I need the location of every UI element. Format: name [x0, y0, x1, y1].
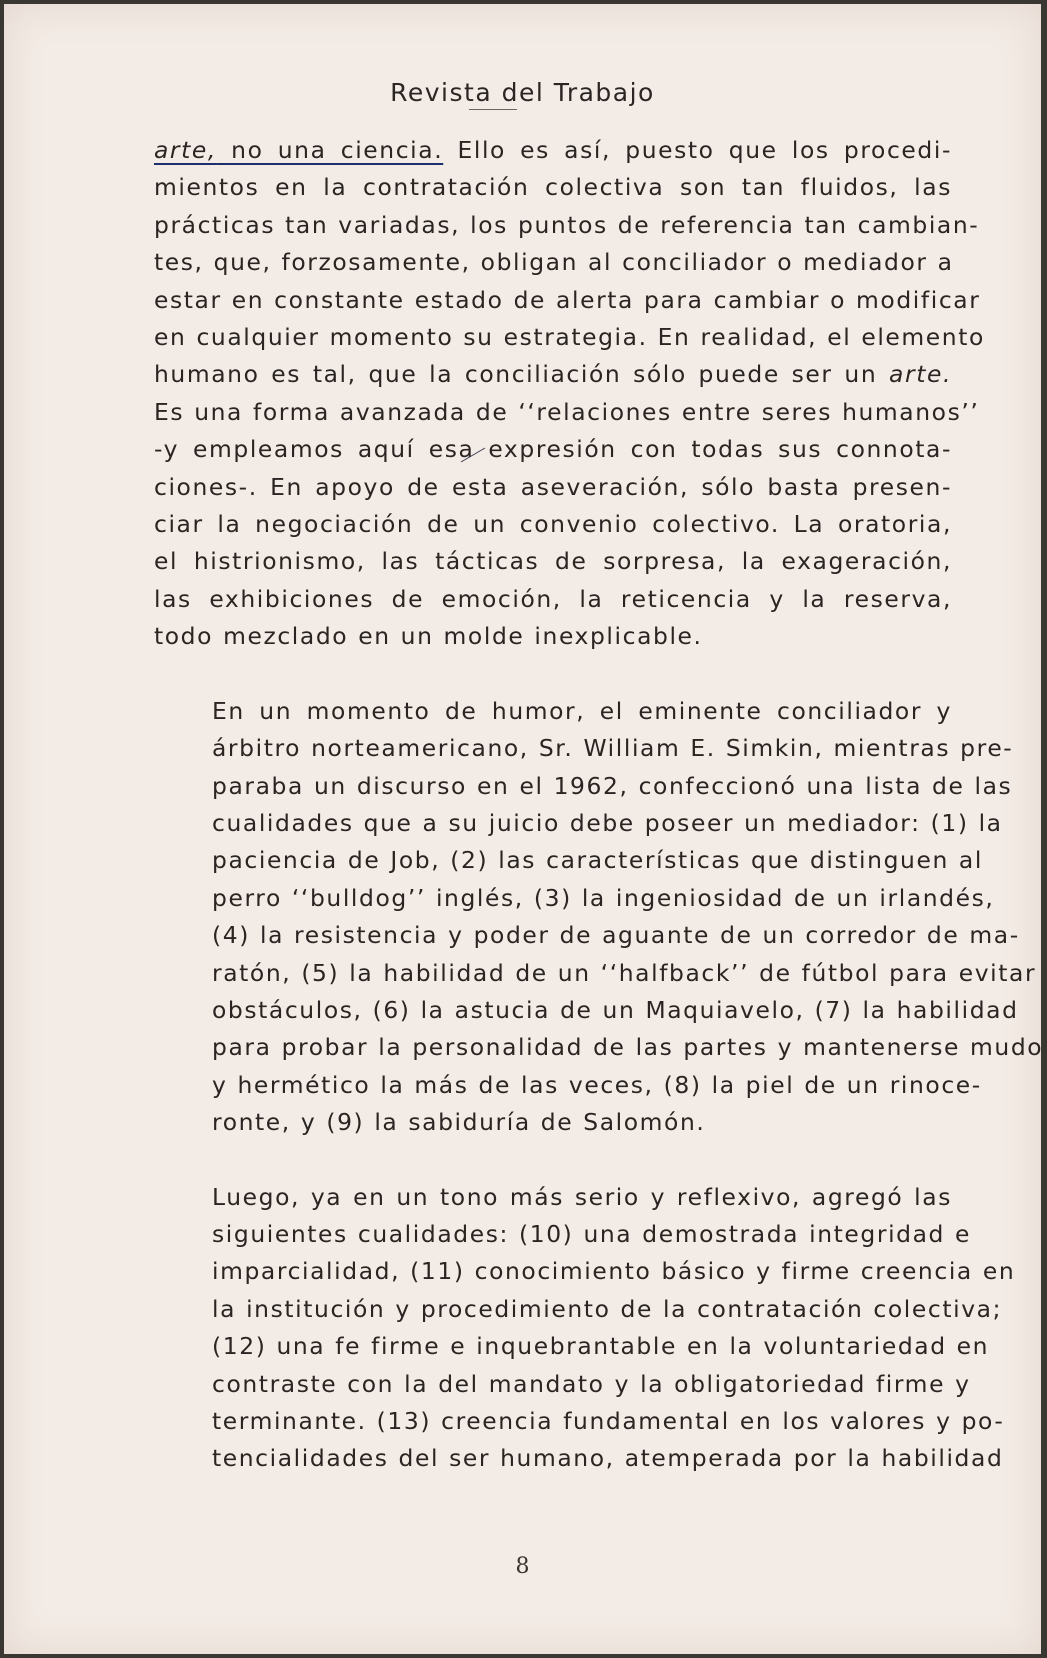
- line-text: ratón, (5) la habilidad de un ‘‘halfback’’ de fútbol para evitar: [212, 958, 1037, 987]
- text-line: [154, 955, 1037, 992]
- document-page: [4, 4, 1044, 1654]
- text-line: [154, 356, 952, 393]
- paragraph: [154, 1179, 1016, 1478]
- text-line: [154, 282, 981, 319]
- text-line: [154, 207, 980, 244]
- text-line: [154, 1067, 982, 1104]
- line-text: las exhibiciones de emoción, la reticencia y la reserva,: [154, 584, 952, 613]
- text-line: [154, 693, 952, 730]
- line-text: cualidades que a su juicio debe poseer un mediador: (1) la: [212, 808, 1003, 837]
- text-line: [154, 730, 1014, 767]
- line-text: tencialidades del ser humano, atemperada por la habilidad: [212, 1444, 1004, 1473]
- text-line: [154, 917, 1020, 954]
- text-line: [154, 431, 952, 468]
- text-line: [154, 992, 1019, 1029]
- text-line: [154, 132, 952, 169]
- line-text: (4) la resistencia y poder de aguante de un corredor de ma-: [212, 921, 1020, 950]
- text-line: [154, 768, 1013, 805]
- text-line: [154, 244, 952, 281]
- text-line: [154, 1328, 990, 1365]
- line-text: Ello es así, puesto que los procedi-: [443, 136, 953, 164]
- text-line: [154, 1104, 952, 1141]
- line-text: estar en constante estado de alerta para cambiar o modificar: [154, 285, 981, 314]
- line-text: humano es tal, que la conciliación sólo puede ser un: [154, 360, 878, 389]
- line-text: el histrionismo, las tácticas de sorpresa, la exageración,: [154, 547, 952, 576]
- text-line: [154, 1403, 1005, 1440]
- line-text: ronte, y (9) la sabiduría de Salomón.: [212, 1108, 706, 1137]
- paragraph: [154, 693, 1044, 1142]
- text-line: [154, 581, 952, 618]
- italic-word: arte.: [877, 360, 952, 389]
- line-text: ciones-. En apoyo de esta aseveración, sólo basta presen-: [154, 472, 952, 501]
- line-text: tes, que, forzosamente, obligan al conciliador o mediador a: [154, 248, 954, 277]
- text-line: [154, 169, 952, 206]
- text-line: [154, 469, 952, 506]
- line-text: obstáculos, (6) la astucia de un Maquiavelo, (7) la habilidad: [212, 995, 1019, 1024]
- line-text: terminante. (13) creencia fundamental en los valores y po-: [212, 1407, 1005, 1435]
- line-text: ciar la negociación de un convenio colectivo. La oratoria,: [154, 510, 952, 539]
- line-text: la institución y procedimiento de la contratación colectiva;: [212, 1294, 1003, 1323]
- pen-mark: [459, 446, 487, 464]
- line-text: y hermético la más de las veces, (8) la piel de un rinoce-: [212, 1070, 982, 1099]
- text-line: [154, 1029, 1044, 1066]
- line-text: contraste con la del mandato y la obligatoriedad firme y: [212, 1369, 971, 1398]
- line-text: paraba un discurso en el 1962, confeccionó una lista de las: [212, 771, 1013, 800]
- italic-underlined-word: arte,: [154, 136, 217, 164]
- line-text: perro ‘‘bulldog’’ inglés, (3) la ingeniosidad de un irlandés,: [212, 883, 995, 912]
- text-line: [154, 1216, 972, 1253]
- line-text: mientos en la contratación colectiva son tan fluidos, las: [154, 173, 952, 202]
- line-text: en cualquier momento su estrategia. En realidad, el elemento: [154, 323, 985, 352]
- text-line: [154, 1291, 1003, 1328]
- line-text: todo mezclado en un molde inexplicable.: [154, 622, 703, 651]
- line-text: (12) una fe firme e inquebrantable en la voluntariedad en: [212, 1332, 990, 1361]
- line-text: imparcialidad, (11) conocimiento básico y firme creencia en: [212, 1257, 1016, 1286]
- text-line: [154, 394, 980, 431]
- text-line: [154, 1366, 971, 1403]
- header-rule: [469, 109, 517, 110]
- paragraph: [154, 132, 985, 656]
- line-text: para probar la personalidad de las partes y mantenerse mudo: [212, 1033, 1044, 1062]
- line-text: Es una forma avanzada de ‘‘relaciones entre seres humanos’’: [154, 397, 980, 426]
- text-line: [154, 1253, 1016, 1290]
- text-line: [154, 805, 1003, 842]
- text-line: [154, 1440, 1004, 1477]
- text-line: [154, 1179, 952, 1216]
- text-line: [154, 543, 952, 580]
- line-text: paciencia de Job, (2) las características que distinguen al: [212, 846, 983, 875]
- underlined-phrase: no una ciencia.: [216, 136, 444, 164]
- line-text: Luego, ya en un tono más serio y reflexivo, agregó las: [212, 1182, 952, 1211]
- text-line: [154, 618, 952, 655]
- text-line: [154, 880, 995, 917]
- page-number: 8: [515, 1554, 530, 1579]
- text-line: [154, 842, 983, 879]
- text-line: [154, 319, 985, 356]
- line-text: árbitro norteamericano, Sr. William E. Simkin, mientras pre-: [212, 734, 1014, 763]
- line-text: siguientes cualidades: (10) una demostrada integridad e: [212, 1219, 972, 1248]
- line-text: prácticas tan variadas, los puntos de referencia tan cambian-: [154, 210, 980, 239]
- text-line: [154, 506, 952, 543]
- body-text: [154, 132, 1044, 1478]
- line-text: En un momento de humor, el eminente conciliador y: [212, 696, 952, 725]
- running-header: Revista del Trabajo: [390, 78, 655, 107]
- line-text: -y empleamos aquí esa expresión con todas sus connota-: [154, 435, 952, 464]
